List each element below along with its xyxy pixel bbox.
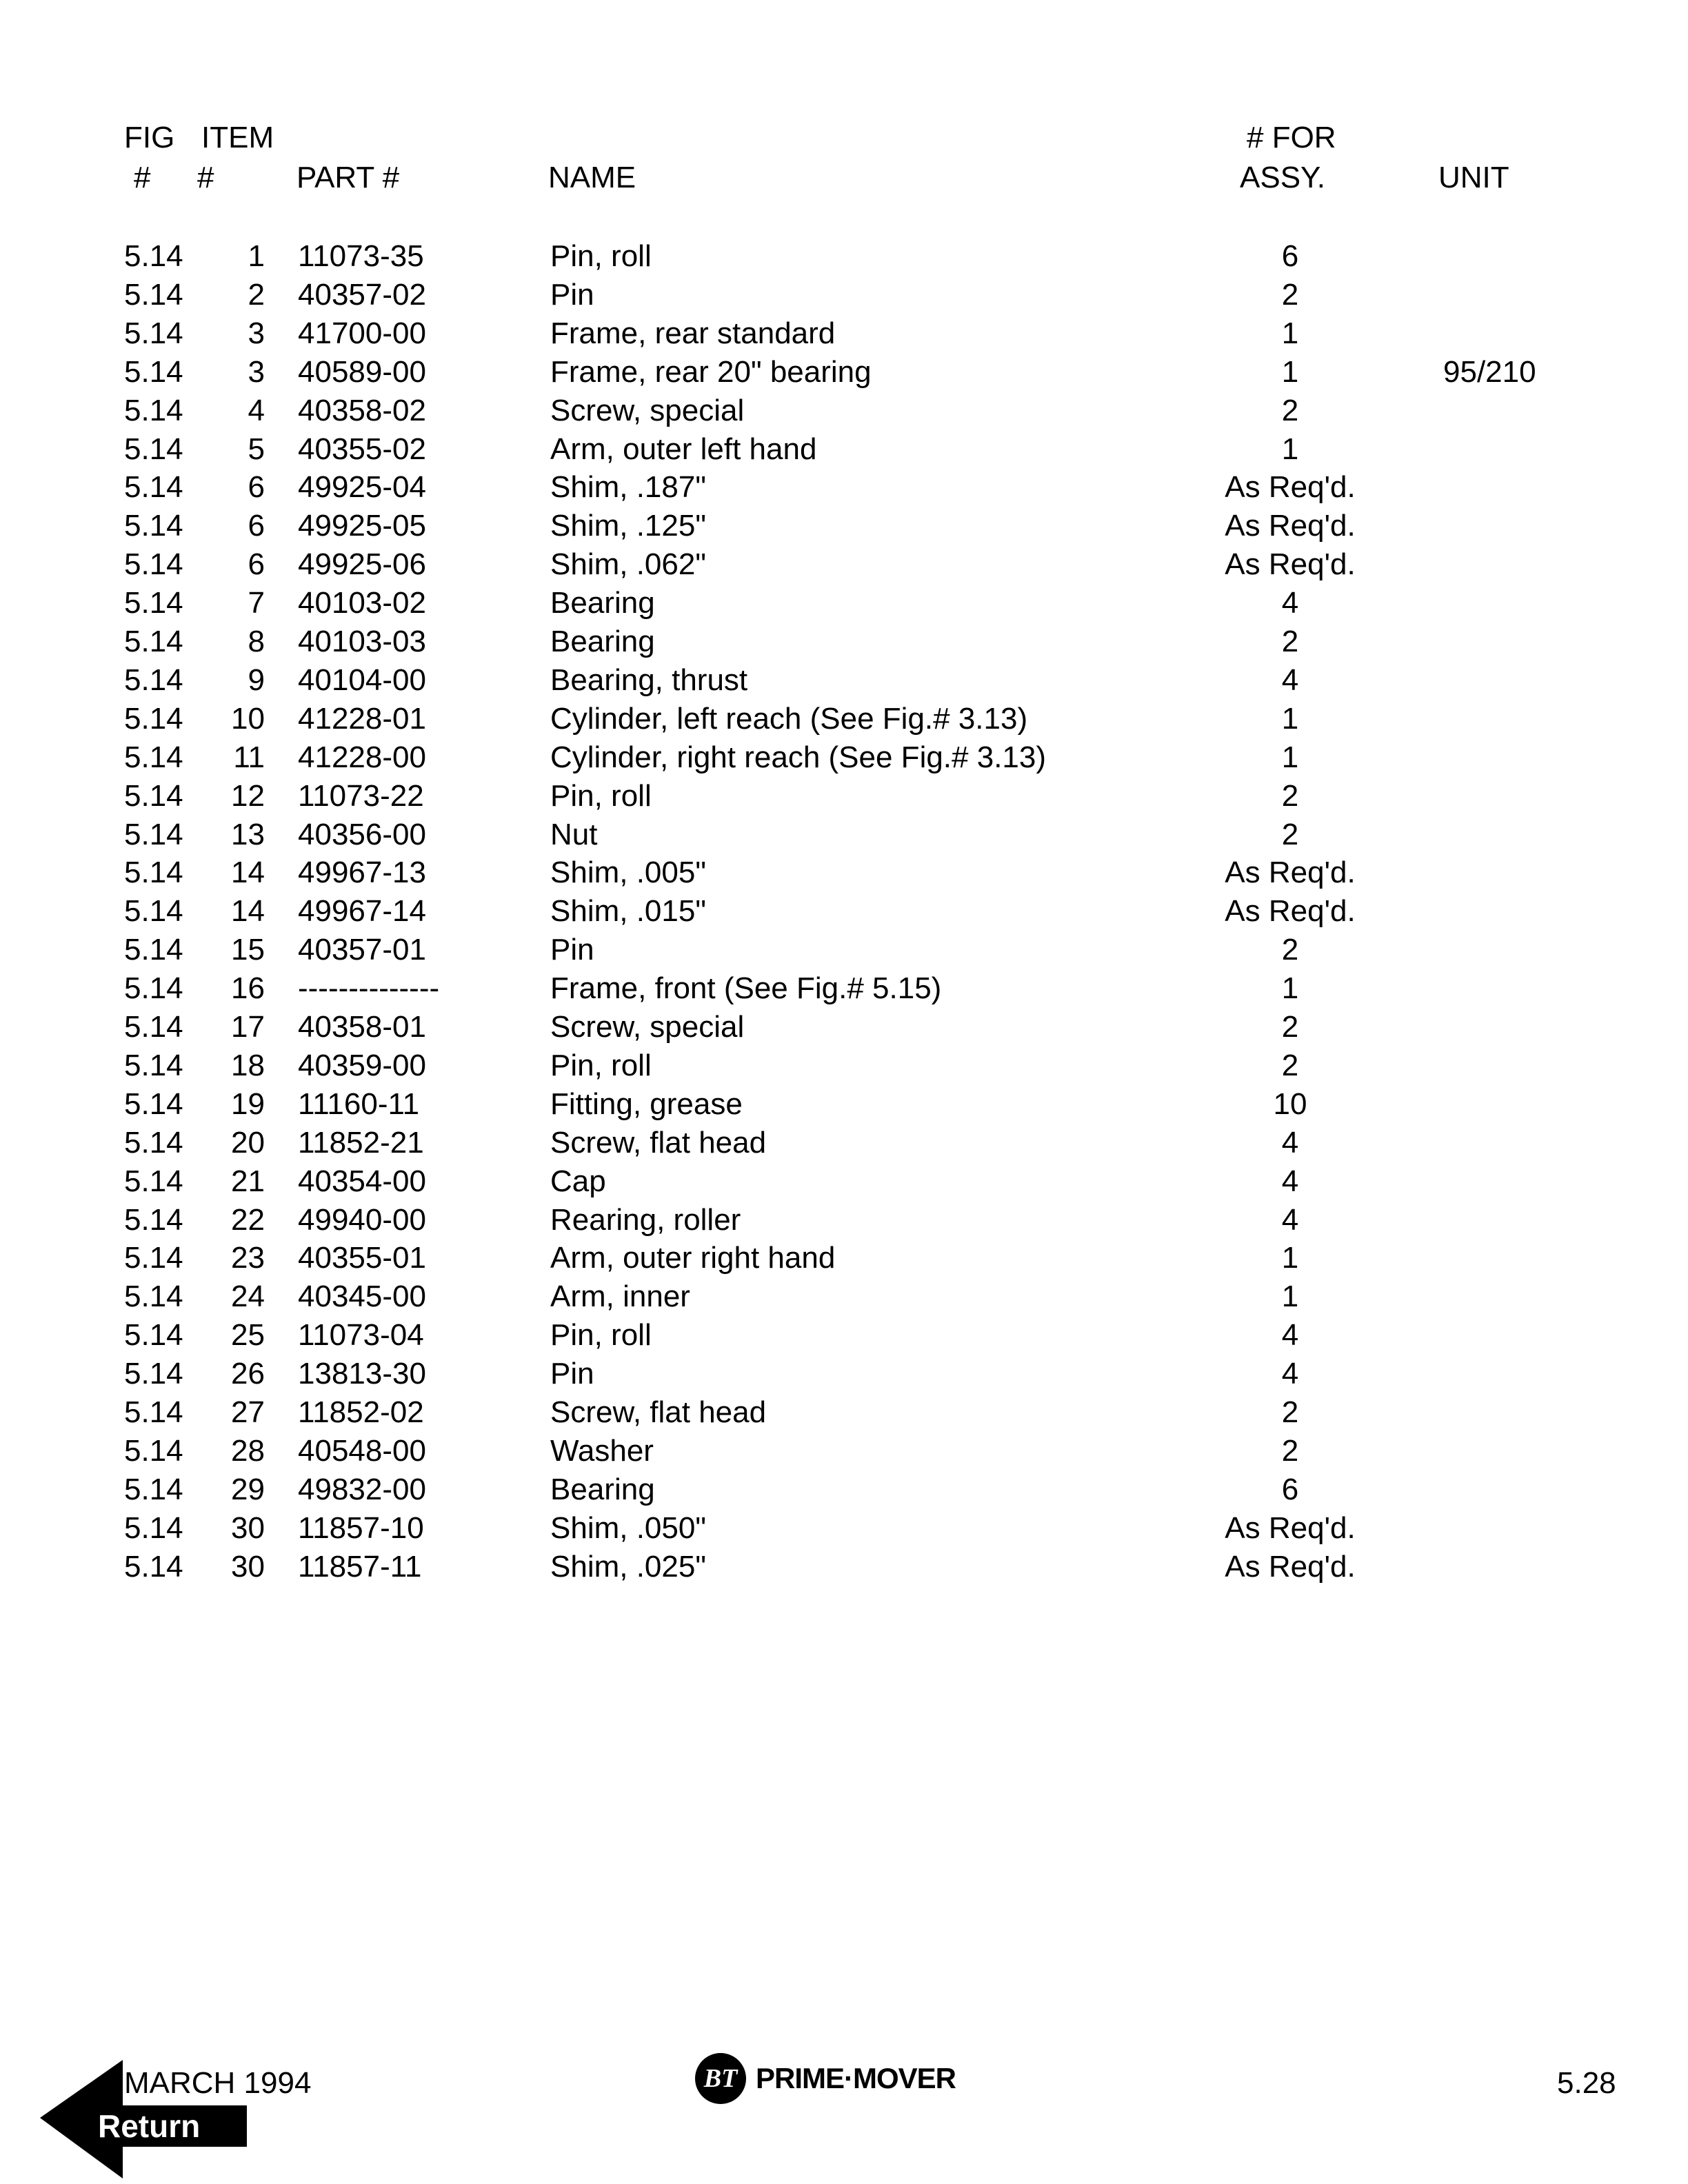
table-row [0,1397,1688,1436]
item-number: 2 [248,277,265,312]
item-number: 20 [231,1125,265,1160]
header-qty: # FOR [1247,121,1336,154]
part-number: 40355-02 [298,432,426,466]
part-name: Shim, .050" [550,1510,706,1545]
item-number: 19 [231,1086,265,1121]
item-number: 3 [248,316,265,350]
fig-number: 5.14 [124,354,183,389]
part-name: Arm, inner [550,1280,690,1314]
fig-number: 5.14 [124,470,183,505]
part-name: Cylinder, left reach (See Fig.# 3.13) [550,701,1028,736]
part-name: Screw, flat head [550,1125,767,1160]
fig-number: 5.14 [124,971,183,1006]
fig-number: 5.14 [124,1357,183,1391]
quantity: 1 [1281,1280,1299,1314]
item-number: 14 [231,894,265,929]
fig-number: 5.14 [124,625,183,658]
part-name: Pin, roll [550,1048,652,1082]
prime-mover-logo [695,2053,956,2104]
table-row [0,1048,1688,1089]
fig-number: 5.14 [124,1510,183,1545]
quantity: 2 [1281,1010,1299,1044]
fig-number: 5.14 [124,586,183,620]
fig-number: 5.14 [124,663,183,697]
part-name: Shim, .062" [550,547,706,582]
table-row [0,434,1688,473]
header-part: PART # [297,161,400,194]
quantity: 4 [1281,1125,1299,1160]
part-name: Arm, outer left hand [550,432,817,466]
fig-number: 5.14 [124,1010,183,1044]
part-number: 40357-01 [298,933,426,967]
part-number: 41228-00 [298,740,426,774]
table-row [0,1359,1688,1397]
part-number: -------------- [298,971,440,1006]
table-row [0,742,1688,781]
part-name: Shim, .025" [550,1549,706,1584]
part-name: Shim, .015" [550,894,706,929]
item-number: 9 [248,663,265,697]
quantity: As Req'd. [1225,856,1356,890]
item-number: 10 [231,701,265,736]
header-name: NAME [548,161,636,194]
part-number: 11073-04 [298,1318,424,1353]
quantity: As Req'd. [1225,547,1356,582]
quantity: 1 [1281,354,1299,389]
item-number: 18 [231,1048,265,1082]
part-name: Pin, roll [550,778,652,813]
table-row [0,1282,1688,1320]
part-number: 11857-11 [298,1549,422,1584]
part-number: 41700-00 [298,316,426,350]
table-row [0,1125,1688,1166]
quantity: 4 [1281,1164,1299,1198]
table-row [0,354,1688,396]
quantity: 2 [1281,277,1299,312]
table-row [0,241,1688,280]
table-row [0,1012,1688,1051]
part-name: Screw, special [550,393,745,427]
part-name: Pin [550,933,594,967]
item-number: 23 [231,1241,265,1275]
part-number: 11852-21 [298,1125,424,1160]
quantity: 1 [1281,740,1299,774]
header-qty-assy: ASSY. [1240,161,1325,194]
part-number: 11073-35 [298,239,424,273]
quantity: As Req'd. [1225,1510,1356,1545]
table-row [0,817,1688,858]
part-number: 40589-00 [298,354,426,389]
quantity: 4 [1281,586,1299,620]
fig-number: 5.14 [124,933,183,967]
fig-number: 5.14 [124,1395,183,1429]
item-number: 15 [231,933,265,967]
part-number: 40103-02 [298,586,426,620]
item-number: 27 [231,1395,265,1429]
fig-number: 5.14 [124,1086,183,1121]
quantity: 2 [1281,933,1299,967]
part-name: Bearing [550,625,655,658]
table-row [0,1202,1688,1244]
item-number: 21 [231,1164,265,1198]
quantity: 2 [1281,1433,1299,1468]
fig-number: 5.14 [124,1048,183,1082]
quantity: 4 [1281,663,1299,697]
part-name: Pin [550,1357,594,1391]
brand-name: PRIME·MOVER [756,2062,956,2094]
fig-number: 5.14 [124,1280,183,1314]
item-number: 30 [231,1549,265,1584]
part-name: Cylinder, right reach (See Fig.# 3.13) [550,740,1047,774]
table-row [0,701,1688,742]
quantity: 1 [1281,316,1299,350]
table-row [0,588,1688,627]
return-label: Return [98,2108,201,2144]
part-name: Pin [550,277,594,312]
header-item: ITEM [201,121,274,154]
quantity: 2 [1281,817,1299,851]
quantity: 10 [1273,1086,1307,1121]
part-name: Bearing [550,586,655,620]
table-row [0,1472,1688,1513]
part-number: 11073-22 [298,778,424,813]
part-name: Arm, outer right hand [550,1241,836,1275]
item-number: 26 [231,1357,265,1391]
fig-number: 5.14 [124,1202,183,1237]
part-name: Screw, flat head [550,1395,767,1429]
part-number: 40359-00 [298,1048,426,1082]
table-row [0,627,1688,665]
part-number: 49832-00 [298,1472,426,1506]
table-row [0,277,1688,318]
quantity: 6 [1281,239,1299,273]
part-number: 49967-13 [298,856,426,890]
part-number: 40104-00 [298,663,426,697]
quantity: As Req'd. [1225,470,1356,505]
item-number: 8 [248,625,265,658]
table-row [0,511,1688,549]
part-number: 49925-06 [298,547,426,582]
part-number: 40548-00 [298,1433,426,1468]
bt-logo-icon: BT [695,2053,746,2104]
table-row [0,778,1688,820]
part-name: Frame, rear 20" bearing [550,354,872,389]
table-row [0,318,1688,357]
item-number: 5 [248,432,265,466]
quantity: 2 [1281,393,1299,427]
quantity: 1 [1281,971,1299,1006]
part-number: 40357-02 [298,277,426,312]
quantity: 2 [1281,778,1299,813]
fig-number: 5.14 [124,1472,183,1506]
part-name: Screw, special [550,1010,745,1044]
item-number: 28 [231,1433,265,1468]
part-number: 11857-10 [298,1510,424,1545]
item-number: 11 [233,740,265,774]
part-name: Pin, roll [550,1318,652,1353]
part-name: Frame, front (See Fig.# 5.15) [550,971,942,1006]
fig-number: 5.14 [124,393,183,427]
part-name: Pin, roll [550,239,652,273]
fig-number: 5.14 [124,740,183,774]
fig-number: 5.14 [124,1318,183,1353]
part-number: 11160-11 [298,1086,420,1121]
header-fig: FIG [124,121,175,154]
table-row [0,973,1688,1012]
quantity: 4 [1281,1318,1299,1353]
item-number: 24 [231,1280,265,1314]
part-name: Fitting, grease [550,1086,743,1121]
part-name: Frame, rear standard [550,316,836,350]
table-row [0,1243,1688,1282]
fig-number: 5.14 [124,1241,183,1275]
part-name: Bearing, thrust [550,663,748,697]
quantity: As Req'd. [1225,509,1356,543]
table-row [0,1433,1688,1475]
quantity: 2 [1281,1395,1299,1429]
fig-number: 5.14 [124,1164,183,1198]
fig-number: 5.14 [124,1433,183,1468]
part-number: 40103-03 [298,625,426,658]
return-button[interactable] [40,2060,247,2178]
quantity: 1 [1281,701,1299,736]
part-number: 41228-01 [298,701,426,736]
part-name: Cap [550,1164,606,1198]
fig-number: 5.14 [124,239,183,273]
header-item-num: # [197,161,214,194]
item-number: 16 [231,971,265,1006]
header-fig-num: # [134,161,151,194]
item-number: 13 [231,817,265,851]
header-unit: UNIT [1438,161,1509,194]
part-number: 40356-00 [298,817,426,851]
part-number: 40345-00 [298,1280,426,1314]
item-number: 25 [231,1318,265,1353]
item-number: 17 [231,1010,265,1044]
part-number: 49925-04 [298,470,426,505]
part-number: 13813-30 [298,1357,426,1391]
fig-number: 5.14 [124,509,183,543]
table-row [0,1086,1688,1128]
page-number: 5.28 [1557,2066,1616,2100]
table-row [0,665,1688,704]
item-number: 30 [231,1510,265,1545]
part-name: Shim, .005" [550,856,706,890]
item-number: 12 [231,778,265,813]
fig-number: 5.14 [124,1549,183,1584]
table-row [0,1549,1688,1590]
part-name: Rearing, roller [550,1202,741,1237]
quantity: 6 [1281,1472,1299,1506]
table-row [0,1320,1688,1359]
fig-number: 5.14 [124,277,183,312]
table-row [0,935,1688,973]
table-row [0,858,1688,896]
part-name: Washer [550,1433,654,1468]
item-number: 6 [248,547,265,582]
part-number: 49967-14 [298,894,426,929]
quantity: As Req'd. [1225,1549,1356,1584]
fig-number: 5.14 [124,778,183,813]
part-name: Bearing [550,1472,655,1506]
table-row [0,472,1688,511]
fig-number: 5.14 [124,547,183,582]
part-number: 40354-00 [298,1164,426,1198]
item-number: 14 [231,856,265,890]
item-number: 6 [248,509,265,543]
item-number: 29 [231,1472,265,1506]
fig-number: 5.14 [124,1125,183,1160]
part-name: Nut [550,817,598,851]
fig-number: 5.14 [124,316,183,350]
fig-number: 5.14 [124,817,183,851]
quantity: As Req'd. [1225,894,1356,929]
item-number: 4 [248,393,265,427]
part-number: 40358-02 [298,393,426,427]
part-number: 11852-02 [298,1395,424,1429]
part-number: 49925-05 [298,509,426,543]
quantity: 4 [1281,1202,1299,1237]
quantity: 4 [1281,1357,1299,1391]
quantity: 1 [1281,432,1299,466]
part-number: 40355-01 [298,1241,426,1275]
table-row [0,896,1688,935]
item-number: 22 [231,1202,265,1237]
item-number: 6 [248,470,265,505]
quantity: 2 [1281,625,1299,658]
quantity: 1 [1281,1241,1299,1275]
item-number: 1 [248,239,265,273]
part-number: 40358-01 [298,1010,426,1044]
fig-number: 5.14 [124,856,183,890]
table-row [0,1166,1688,1205]
unit: 95/210 [1443,354,1536,389]
part-name: Shim, .125" [550,509,706,543]
footer-date: MARCH 1994 [124,2066,312,2100]
table-row [0,549,1688,588]
table-row [0,393,1688,434]
item-number: 7 [248,586,265,620]
part-name: Shim, .187" [550,470,706,505]
item-number: 3 [248,354,265,389]
table-row [0,1510,1688,1552]
part-number: 49940-00 [298,1202,426,1237]
fig-number: 5.14 [124,432,183,466]
fig-number: 5.14 [124,894,183,929]
quantity: 2 [1281,1048,1299,1082]
fig-number: 5.14 [124,701,183,736]
